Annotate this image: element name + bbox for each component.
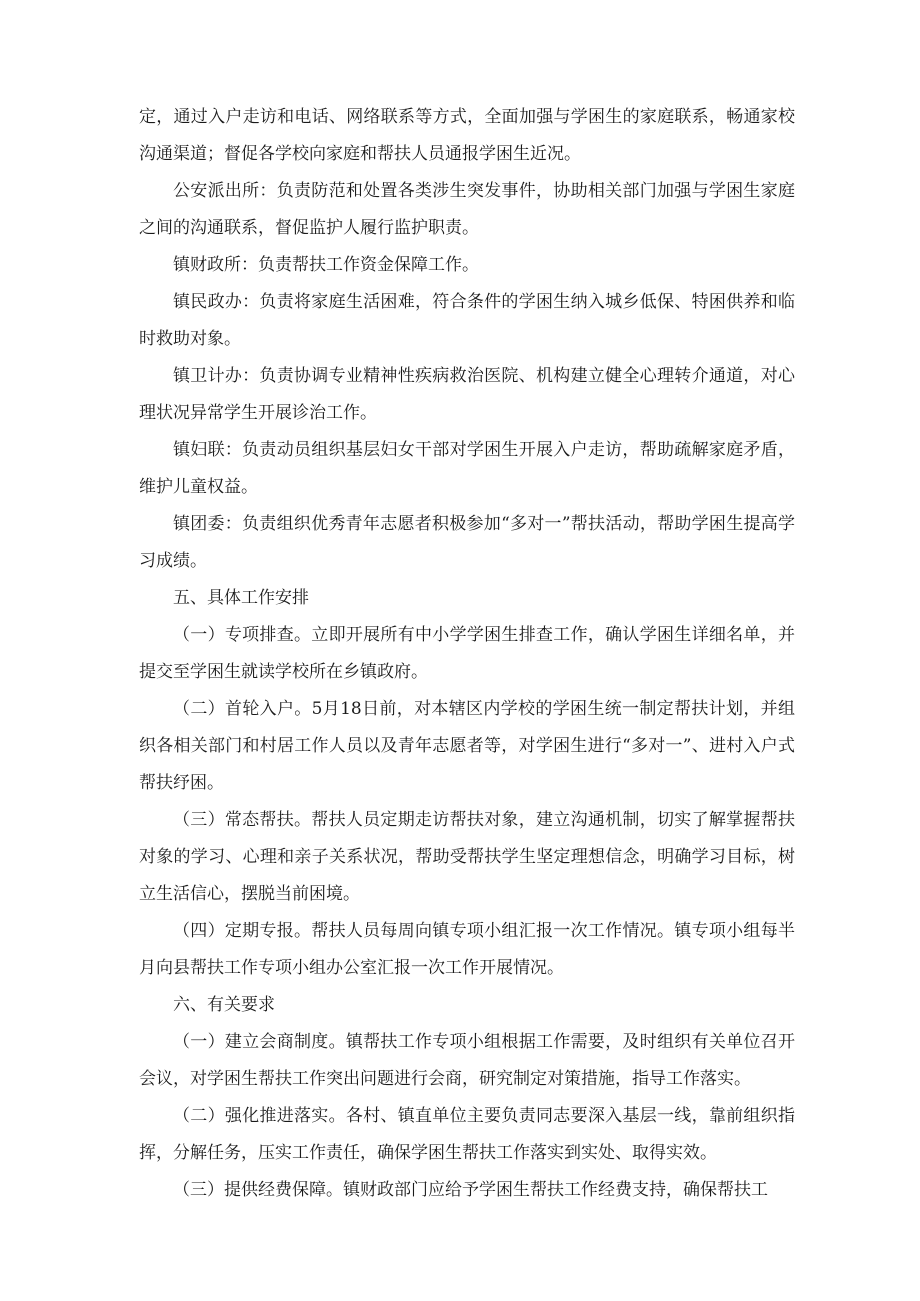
- paragraph-womens-federation: 镇妇联：负责动员组织基层妇女干部对学困生开展入户走访，帮助疏解家庭矛盾，维护儿童权益。: [139, 440, 795, 497]
- section-heading-requirements: 六、有关要求: [173, 995, 275, 1015]
- paragraph-civil-affairs: 镇民政办：负责将家庭生活困难，符合条件的学困生纳入城乡低保、特困供养和临时救助对象。: [139, 292, 795, 349]
- paragraph-implementation: （二）强化推进落实。各村、镇直单位主要负责同志要深入基层一线，靠前组织指挥，分解任务，压实工作责任，确保学困生帮扶工作落实到实处、取得实效。: [139, 1106, 795, 1163]
- paragraph-police-station: 公安派出所：负责防范和处置各类涉生突发事件，协助相关部门加强与学困生家庭之间的沟通联系，督促监护人履行监护职责。: [139, 181, 795, 238]
- paragraph-finance-office: 镇财政所：负责帮扶工作资金保障工作。: [173, 255, 479, 275]
- paragraph-consultation-system: （一）建立会商制度。镇帮扶工作专项小组根据工作需要，及时组织有关单位召开会议，对学困生帮扶工作突出问题进行会商，研究制定对策措施，指导工作落实。: [139, 1032, 795, 1089]
- document-body: [139, 99, 795, 1209]
- paragraph-special-screening: （一）专项排查。立即开展所有中小学学困生排查工作，确认学困生详细名单，并提交至学困生就读学校所在乡镇政府。: [139, 625, 795, 682]
- paragraph-funding: （三）提供经费保障。镇财政部门应给予学困生帮扶工作经费支持，确保帮扶工: [173, 1180, 768, 1200]
- paragraph-continuation: 定，通过入户走访和电话、网络联系等方式，全面加强与学困生的家庭联系，畅通家校沟通渠道；督促各学校向家庭和帮扶人员通报学困生近况。: [139, 107, 795, 164]
- paragraph-health-office: 镇卫计办：负责协调专业精神性疾病救治医院、机构建立健全心理转介通道，对心理状况异常学生开展诊治工作。: [139, 366, 795, 423]
- paragraph-regular-report: （四）定期专报。帮扶人员每周向镇专项小组汇报一次工作情况。镇专项小组每半月向县帮扶工作专项小组办公室汇报一次工作开展情况。: [139, 921, 795, 978]
- paragraph-youth-league: 镇团委：负责组织优秀青年志愿者积极参加“多对一”帮扶活动，帮助学困生提高学习成绩。: [139, 514, 795, 571]
- paragraph-regular-assistance: （三）常态帮扶。帮扶人员定期走访帮扶对象，建立沟通机制，切实了解掌握帮扶对象的学习、心理和亲子关系状况，帮助受帮扶学生坚定理想信念，明确学习目标，树立生活信心，摆脱当前困境。: [139, 810, 795, 904]
- section-heading-work-arrangement: 五、具体工作安排: [173, 588, 309, 608]
- paragraph-first-visit: （二）首轮入户。5月18日前，对本辖区内学校的学困生统一制定帮扶计划，并组织各相关部门和村居工作人员以及青年志愿者等，对学困生进行“多对一”、进村入户式帮扶纾困。: [139, 699, 795, 793]
